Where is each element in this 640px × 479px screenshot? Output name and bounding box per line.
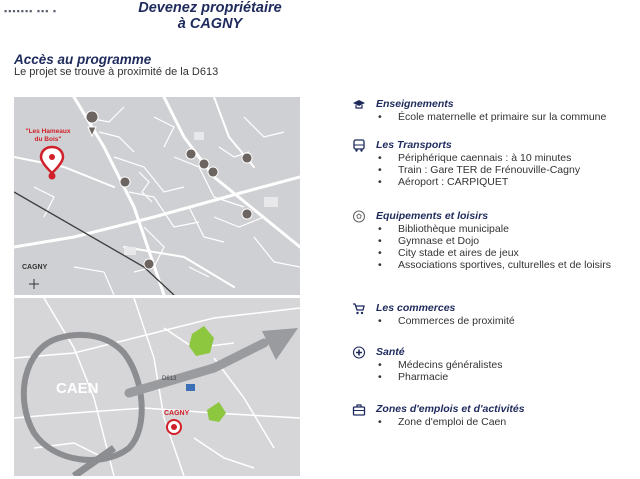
shopping-cart-icon xyxy=(352,302,366,315)
section-commerces xyxy=(352,302,515,327)
map-town-label: CAGNY xyxy=(22,264,48,271)
section-emplois xyxy=(352,403,525,428)
section-title: Enseignements xyxy=(376,98,454,110)
street-map xyxy=(14,97,300,295)
list-item: • Train : Gare TER de Frénouville-Cagny xyxy=(352,164,580,176)
soccer-ball-icon xyxy=(352,210,366,223)
regional-map xyxy=(14,298,300,476)
section-transports xyxy=(352,139,580,188)
park-area xyxy=(189,326,214,356)
graduation-cap-icon xyxy=(352,98,366,111)
list-item: • Pharmacie xyxy=(352,371,502,383)
project-label-line2: du Bois" xyxy=(34,136,62,143)
section-sante xyxy=(352,346,502,383)
park-area xyxy=(207,402,226,422)
project-label-line1: "Les Hameaux xyxy=(25,128,71,135)
section-title: Les commerces xyxy=(376,302,456,314)
brand-logo: ▪▪▪▪▪▪▪ ▪▪▪ ▪ xyxy=(4,6,58,16)
section-enseignements xyxy=(352,98,606,123)
project-marker-icon xyxy=(41,147,63,180)
section-intro-text: Le projet se trouve à proximité de la D613 xyxy=(14,66,219,78)
list-item: • Bibliothèque municipale xyxy=(352,223,611,235)
list-item: • Aéroport : CARPIQUET xyxy=(352,176,580,188)
section-title: Les Transports xyxy=(376,139,452,151)
page-title: Devenez propriétaire à CAGNY xyxy=(138,0,282,32)
map-road-label: D613 xyxy=(162,376,177,382)
section-equipements xyxy=(352,210,611,271)
section-title: Equipements et loisirs xyxy=(376,210,489,222)
medical-cross-icon xyxy=(352,346,366,359)
list-item: • Gymnase et Dojo xyxy=(352,235,611,247)
list-item: • Médecins généralistes xyxy=(352,359,502,371)
list-item: • Périphérique caennais : à 10 minutes xyxy=(352,152,580,164)
bus-icon xyxy=(352,139,366,152)
section-title: Zones d'emplois et d'activités xyxy=(376,403,525,415)
list-item: • École maternelle et primaire sur la commune xyxy=(352,111,606,123)
list-item: • City stade et aires de jeux xyxy=(352,247,611,259)
section-title: Santé xyxy=(376,346,405,358)
list-item: • Associations sportives, culturelles et de loisirs xyxy=(352,259,611,271)
list-item: • Commerces de proximité xyxy=(352,315,515,327)
map-city-label: CAEN xyxy=(56,380,99,397)
section-heading: Accès au programme xyxy=(14,52,152,67)
town-target-icon xyxy=(167,420,181,434)
briefcase-icon xyxy=(352,403,366,416)
map-town-label-bottom: CAGNY xyxy=(164,410,190,417)
list-item: • Zone d'emploi de Caen xyxy=(352,416,525,428)
